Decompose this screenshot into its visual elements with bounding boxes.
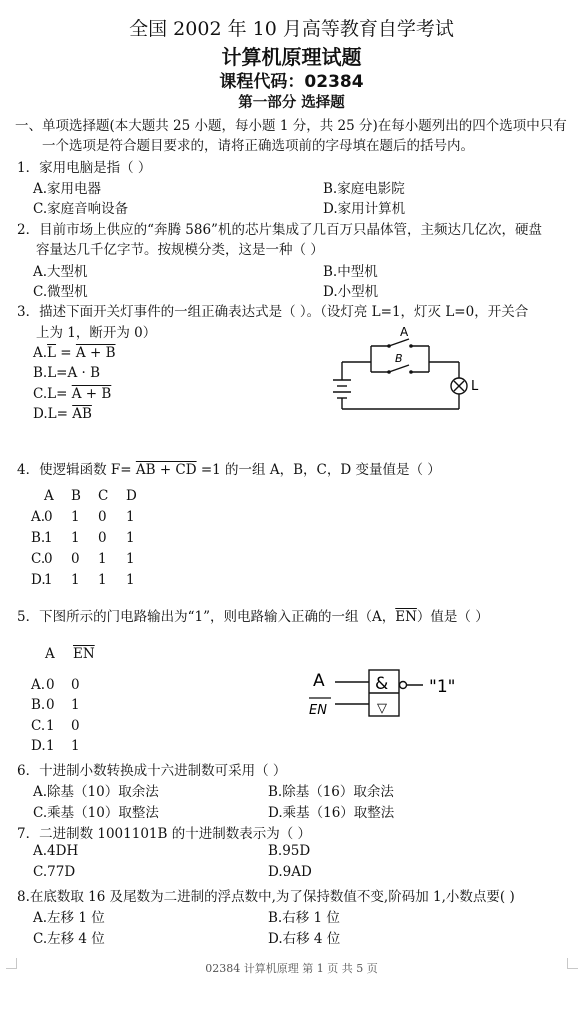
question-2-line2: 容量达几千亿字节。按规模分类，这是一种（ ）: [36, 242, 324, 258]
q3-option-b: B.L=A · B: [33, 365, 101, 381]
q5-cell: 0: [46, 677, 55, 693]
q8-option-a: A.左移 1 位: [33, 910, 105, 926]
question-1: 1．家用电脑是指（ ）: [17, 160, 152, 176]
section-instructions-line1: 一、单项选择题(本大题共 25 小题，每小题 1 分，共 25 分)在每小题列出的四个选项中只有: [15, 118, 567, 134]
q5-fig-tristate-symbol: ▽: [377, 701, 387, 716]
q4-cell: 1: [98, 551, 107, 567]
q5-cell: 0: [71, 677, 80, 693]
q5-row-label: A.: [31, 677, 46, 693]
question-4: 4．使逻辑函数 F= AB + CD =1 的一组 A，B，C，D 变量值是（ ）: [17, 462, 441, 478]
q4-header-a: A: [44, 488, 54, 504]
question-3-line2: 上为 1，断开为 0）: [36, 325, 157, 341]
q3-option-d: $D.L= \overline{AB}$: [33, 406, 92, 422]
subject-title: 计算机原理试题: [221, 45, 362, 69]
q2-option-b: B.中型机: [323, 264, 378, 280]
q7-option-d: D.9AD: [268, 864, 312, 880]
q4-cell: 0: [98, 530, 107, 546]
q1-option-d: D.家用计算机: [323, 201, 406, 217]
q4-row-label: C.: [31, 551, 46, 567]
q5-fig-label-a: A: [313, 671, 325, 691]
q5-fig-label-en: EN: [309, 703, 327, 718]
q6-option-a: A.除基（10）取余法: [33, 784, 159, 800]
q4-cell: 1: [44, 572, 53, 588]
q4-cell: 1: [98, 572, 107, 588]
q5-cell: 1: [46, 718, 55, 734]
q5-fig-and-symbol: &: [375, 674, 389, 694]
q3-option-a: $A.\overline{L} = A + B$: [33, 345, 116, 361]
q4-cell: 0: [98, 509, 107, 525]
question-3-line1: 3．描述下面开关灯事件的一组正确表达式是（ ）。（设灯亮 L=1，灯灭 L=0，开关合: [17, 304, 529, 320]
q5-cell: 1: [71, 738, 80, 754]
q5-row-label: C.: [31, 718, 46, 734]
q8-option-b: B.右移 1 位: [268, 910, 340, 926]
q4-cell: 1: [71, 530, 80, 546]
section-instructions-line2: 一个选项是符合题目要求的，请将正确选项前的字母填在题后的括号内。: [42, 138, 474, 154]
q5-header-en: $\overline{EN}$: [73, 646, 95, 662]
q3-fig-label-a: A: [400, 325, 409, 339]
q4-header-c: C: [98, 488, 109, 504]
q5-row-label: D.: [31, 738, 46, 754]
page-footer: 02384 计算机原理 第 1 页 共 5 页: [205, 962, 378, 975]
q7-option-b: B.95D: [268, 843, 311, 859]
q4-row-label: D.: [31, 572, 46, 588]
q4-cell: 1: [126, 572, 135, 588]
question-8: 8.在底数取 16 及尾数为二进制的浮点数中,为了保持数值不变,阶码加 1,小数点要( ): [17, 889, 515, 905]
q4-header-d: D: [126, 488, 137, 504]
q1-option-a: A.家用电器: [33, 181, 102, 197]
q6-option-d: D.乘基（16）取整法: [268, 805, 395, 821]
question-6: 6．十进制小数转换成十六进制数可采用（ ）: [17, 763, 287, 779]
q2-option-d: D.小型机: [323, 284, 379, 300]
q1-option-b: B.家庭电影院: [323, 181, 405, 197]
q6-option-c: C.乘基（10）取整法: [33, 805, 159, 821]
q5-cell: 1: [71, 697, 80, 713]
q6-option-b: B.除基（16）取余法: [268, 784, 394, 800]
q5-cell: 0: [46, 697, 55, 713]
q3-option-c: C.L= A + B: [33, 386, 112, 402]
q7-option-a: A.4DH: [33, 843, 79, 859]
question-2-line1: 2．目前市场上供应的“奔腾 586”机的芯片集成了几百万只晶体管，主频达几亿次，硬盘: [17, 222, 542, 238]
q4-cell: 1: [44, 530, 53, 546]
exam-title: 全国 2002 年 10 月高等教育自学考试: [129, 18, 454, 40]
q4-row-label: A.: [31, 509, 46, 525]
q1-option-c: C.家庭音响设备: [33, 201, 129, 217]
q4-cell: 1: [126, 530, 135, 546]
question-7: 7．二进制数 1001101B 的十进制数表示为（ ）: [17, 826, 312, 842]
course-code: 课程代码：02384: [219, 72, 364, 92]
question-5: 5．下图所示的门电路输出为“1”，则电路输入正确的一组（A，$\overline{EN}$）值是（ ）: [17, 609, 489, 625]
q5-header-a: A: [45, 646, 55, 662]
q4-cell: 0: [44, 551, 53, 567]
q5-gate-circuit-figure: [305, 664, 475, 724]
q4-cell: 0: [44, 509, 53, 525]
q5-cell: 1: [46, 738, 55, 754]
q3-switch-circuit-figure: [325, 322, 485, 414]
q4-cell: 1: [71, 509, 80, 525]
q5-fig-output-label: "1": [429, 677, 456, 697]
q2-option-a: A.大型机: [33, 264, 88, 280]
q4-cell: 1: [71, 572, 80, 588]
q5-cell: 0: [71, 718, 80, 734]
q3-fig-label-b: B: [395, 352, 403, 365]
q4-cell: 0: [71, 551, 80, 567]
q8-option-c: C.左移 4 位: [33, 931, 105, 947]
q4-cell: 1: [126, 551, 135, 567]
q7-option-c: C.77D: [33, 864, 76, 880]
q4-row-label: B.: [31, 530, 46, 546]
q2-option-c: C.微型机: [33, 284, 88, 300]
q4-header-b: B: [71, 488, 81, 504]
q3-fig-label-l: L: [471, 379, 479, 394]
q8-option-d: D.右移 4 位: [268, 931, 341, 947]
part-title: 第一部分 选择题: [238, 94, 345, 111]
q4-cell: 1: [126, 509, 135, 525]
q5-row-label: B.: [31, 697, 46, 713]
